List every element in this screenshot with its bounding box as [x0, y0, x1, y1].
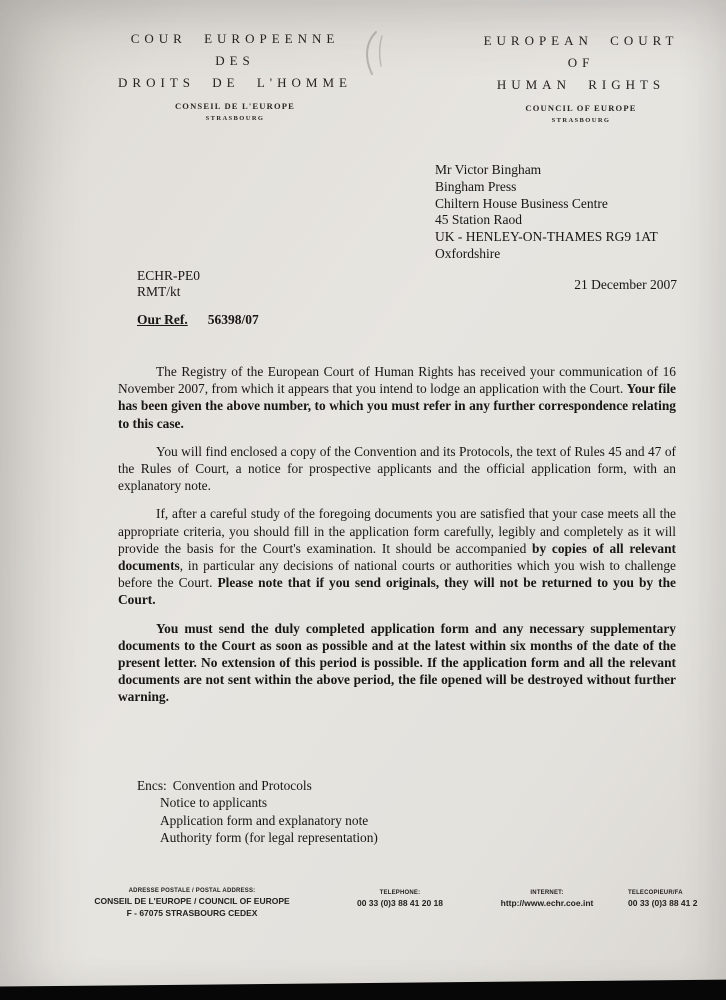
- recipient-county: Oxfordshire: [435, 245, 501, 261]
- footer-internet: [482, 890, 612, 908]
- letter-date: 21 December 2007: [574, 277, 677, 292]
- enclosure-line-1: [137, 777, 378, 794]
- letterhead-french: [96, 28, 374, 122]
- paragraph-4: [118, 620, 676, 706]
- letter-body: [118, 363, 676, 717]
- paragraph-3-bold-a: by copies of all relevant documents: [118, 540, 677, 574]
- footer-telephone-value: 00 33 (0)3 88 41 20 18: [356, 898, 443, 908]
- footer-postal-line1: CONSEIL DE L'EUROPE / COUNCIL OF EUROPE: [94, 896, 290, 906]
- enclosure-item-2: Notice to applicants: [160, 795, 268, 811]
- our-ref-line: [137, 312, 259, 328]
- footer-telephone-label: TELEPHONE:: [379, 890, 421, 896]
- enclosure-item-4: Authority form (for legal representation): [160, 830, 378, 846]
- recipient-name: Mr Victor Bingham: [435, 162, 542, 177]
- footer-fax-label: TELECOPIEUR/FA: [628, 890, 683, 896]
- letterhead-french-line1: COUR EUROPEENNE: [130, 31, 340, 46]
- paragraph-1: [118, 363, 676, 432]
- enclosure-item-1: Convention and Protocols: [172, 778, 312, 793]
- footer-postal-label: ADRESSE POSTALE / POSTAL ADDRESS:: [128, 888, 256, 894]
- footer-internet-label: INTERNET:: [530, 890, 564, 896]
- letterhead-french-city: STRASBOURG: [205, 115, 265, 122]
- letterhead-english-city: STRASBOURG: [551, 117, 611, 124]
- our-ref-label: Our Ref.: [137, 312, 188, 327]
- paragraph-4-bold: You must send the duly completed application form and any necessary supplementary documents to the Court as soon as possible and at the latest within six months of the date of the present letter. No extension of this period is possible. If the application form and all the relevant documents are not sent within the above period, the file opened will be destroyed without further warning.: [118, 620, 676, 705]
- our-ref-value: 56398/07: [207, 312, 259, 327]
- scan-edge: [0, 979, 726, 1000]
- paragraph-3: [118, 505, 676, 608]
- recipient-city: UK - HENLEY-ON-THAMES RG9 1AT: [435, 229, 658, 245]
- paragraph-3-text-a: If, after a careful study of the foregoing documents you are satisfied that your case meets all the appropriate criteria, you should fill in the application form carefully, legibly and completely as it will provide the basis for the Court's examination. It should be accompanied: [118, 506, 676, 556]
- paragraph-3-bold-b: Please note that if you send originals, they will not be returned to you by the Court.: [118, 575, 676, 608]
- letterhead-english-line1: EUROPEAN COURT: [483, 33, 679, 48]
- paragraph-3-text-b: , in particular any decisions of national courts or authorities which you wish to challenge before the Court.: [118, 558, 676, 591]
- paragraph-1-bold: Your file has been given the above number, to which you must refer in any further correspondence relating to this case.: [118, 381, 676, 431]
- footer-internet-value: http://www.echr.coe.int: [500, 898, 594, 908]
- recipient-street: 45 Station Raod: [435, 212, 522, 228]
- footer-postal-line2: F - 67075 STRASBOURG CEDEX: [126, 908, 258, 918]
- handwritten-mark: [352, 28, 394, 84]
- paragraph-1-text: The Registry of the European Court of Human Rights has received your communication of 16 November 2007, from which it appears that you intend to lodge an application with the Court.: [118, 364, 676, 397]
- reference-initials: RMT/kt: [137, 284, 181, 299]
- letterhead-english-line2: OF: [567, 55, 595, 70]
- internal-reference: [137, 268, 200, 300]
- recipient-building: Chiltern House Business Centre: [435, 195, 608, 211]
- paragraph-2-text: You will find enclosed a copy of the Convention and its Protocols, the text of Rules 45 and 47 of the Rules of Court, a notice for prospective applicants and the official application form, with an explanatory note.: [118, 443, 676, 494]
- letterhead-french-line2: DES: [215, 53, 255, 68]
- letterhead-english: [452, 30, 710, 124]
- footer-telephone: [340, 890, 460, 908]
- recipient-address: [435, 162, 658, 263]
- enclosure-item-3: Application form and explanatory note: [160, 812, 369, 828]
- letterhead-english-council: COUNCIL OF EUROPE: [525, 103, 637, 113]
- recipient-company: Bingham Press: [435, 178, 517, 194]
- letterhead-french-council: CONSEIL DE L'EUROPE: [174, 101, 296, 111]
- letterhead-french-line3: DROITS DE L'HOMME: [118, 75, 352, 90]
- paragraph-2: [118, 443, 676, 495]
- enclosures-label: Encs:: [137, 778, 167, 793]
- enclosures: [137, 777, 378, 847]
- footer-postal-address: [52, 888, 332, 918]
- letterhead-english-line3: HUMAN RIGHTS: [496, 77, 666, 92]
- reference-code: ECHR-PE0: [137, 268, 201, 283]
- footer-fax-value: 00 33 (0)3 88 41 2: [628, 898, 698, 908]
- footer-fax: [628, 890, 726, 908]
